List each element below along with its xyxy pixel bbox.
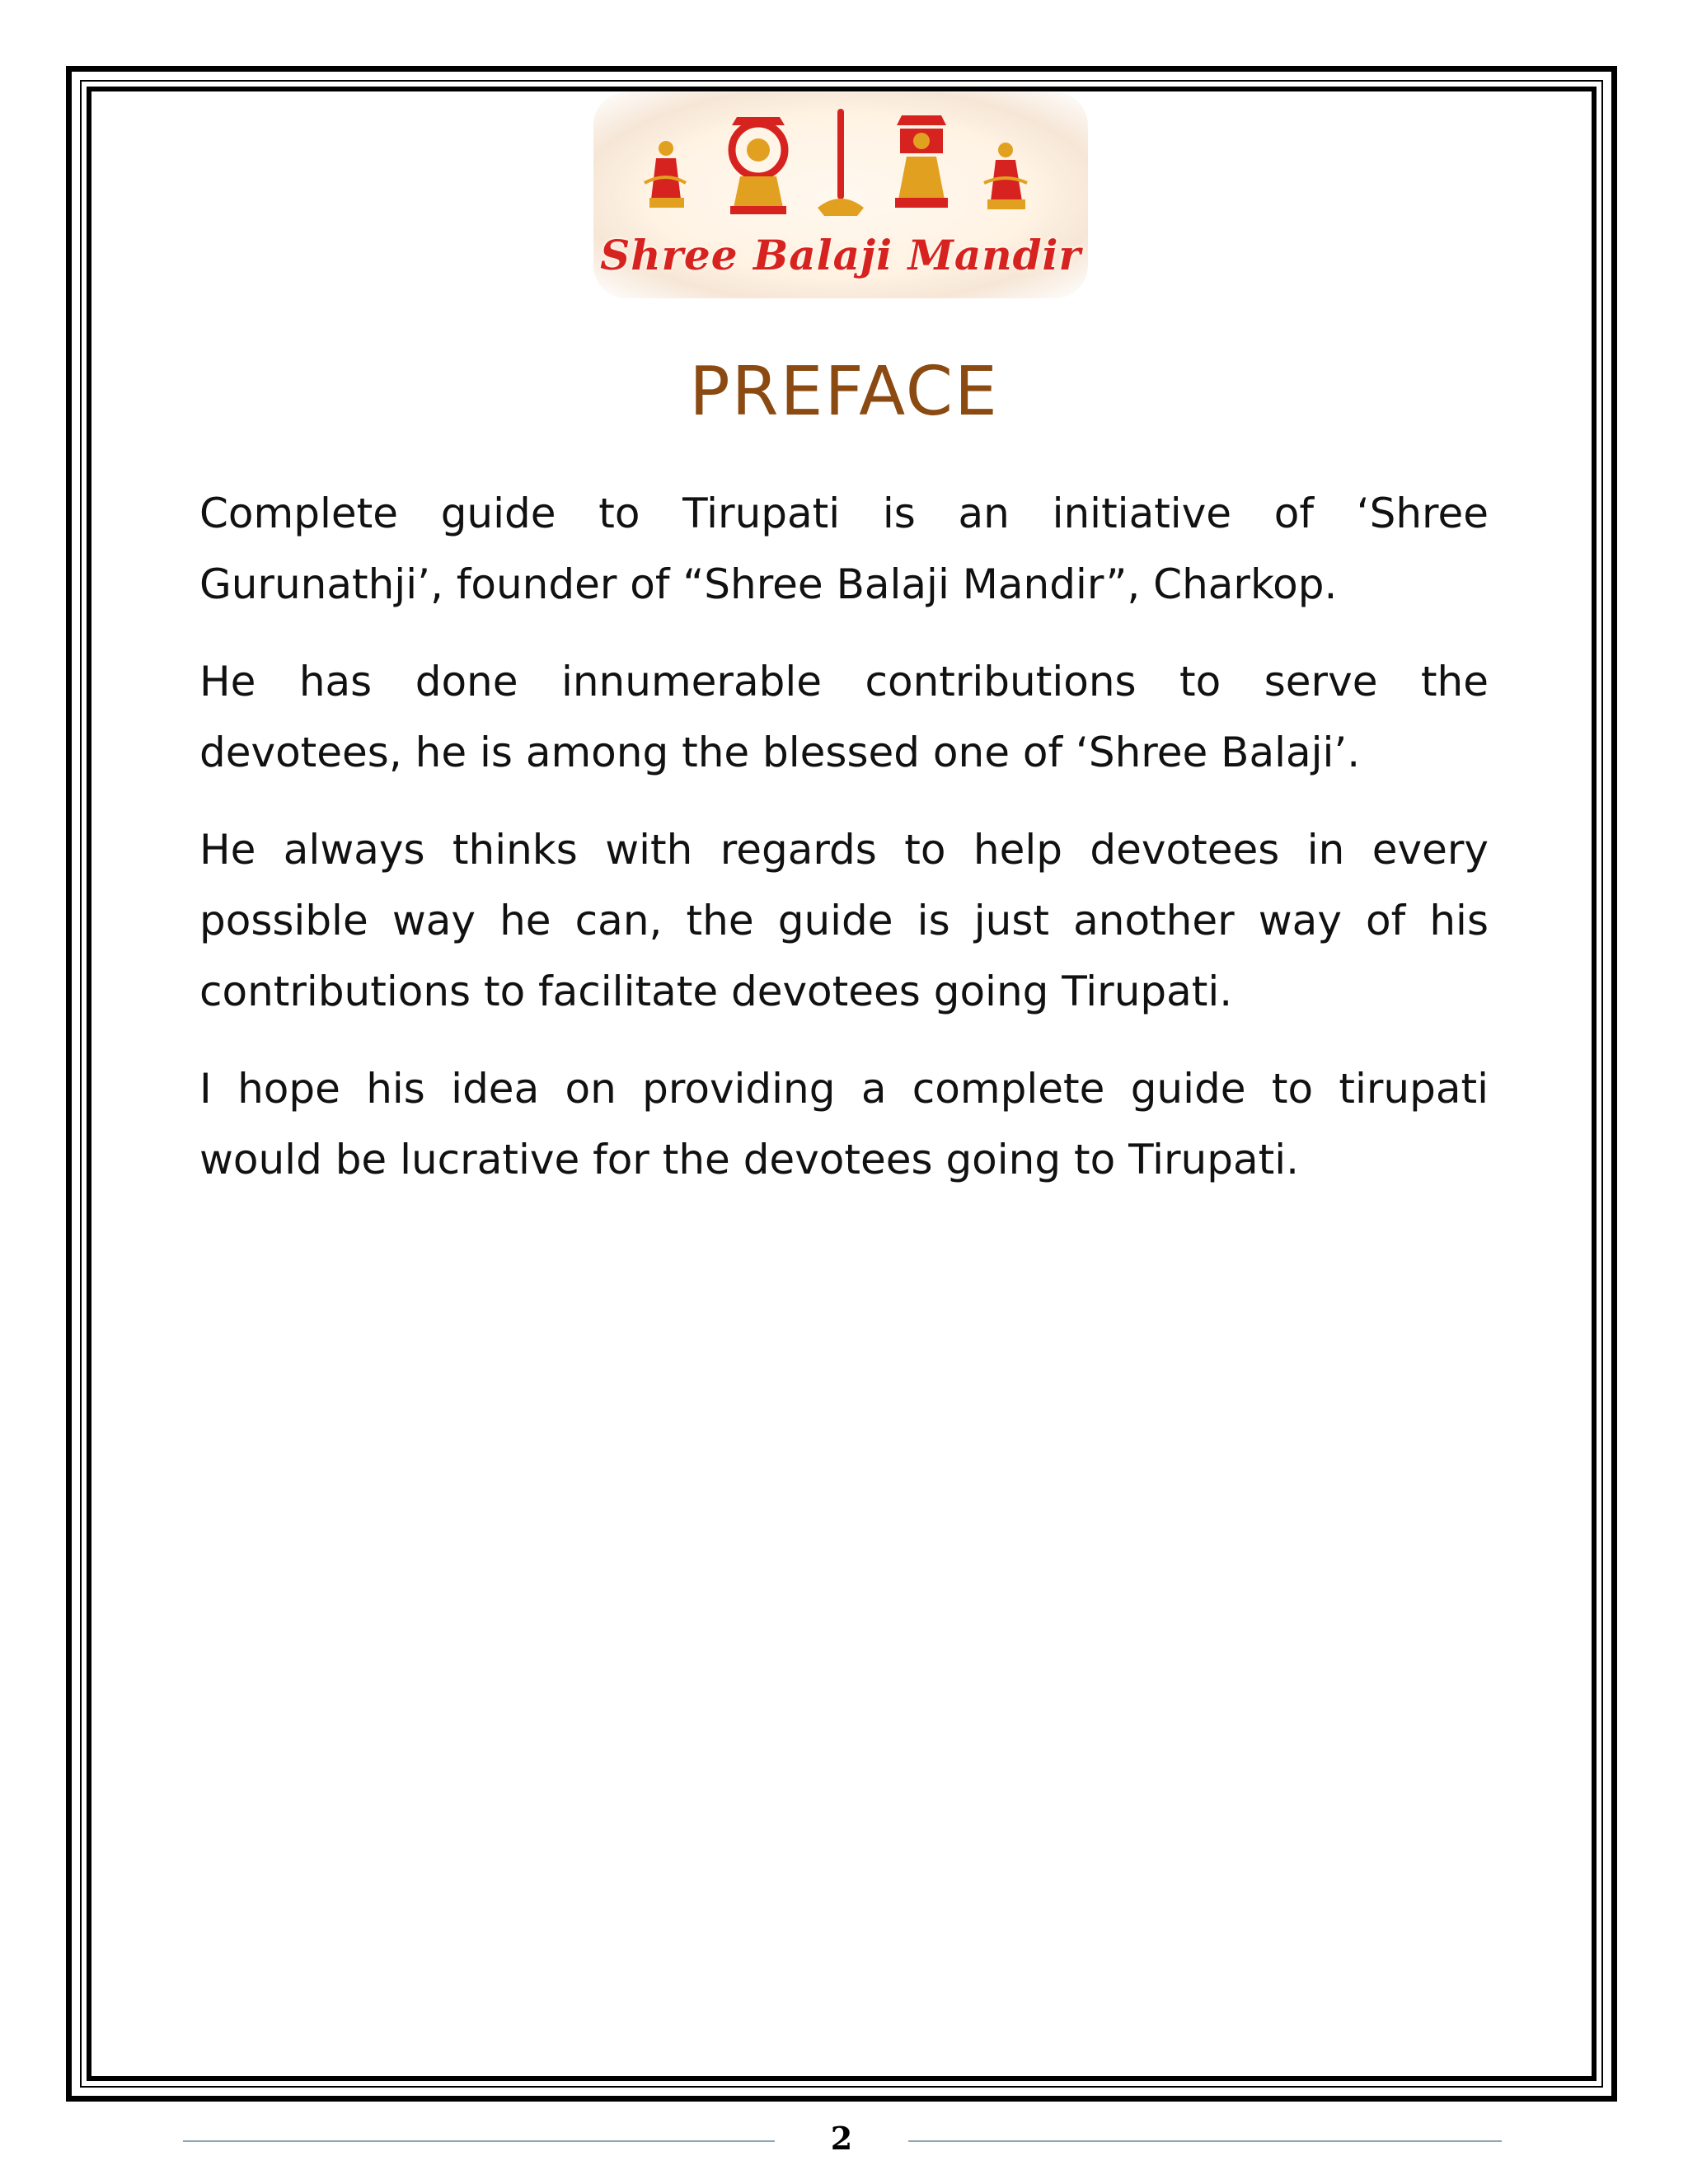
paragraph: He has done innumerable contributions to serve the devotees, he is among the blessed one of ‘Shree Balaji’.	[199, 658, 1489, 776]
page-number: 2	[830, 2120, 853, 2157]
logo-text: Shree Balaji Mandir	[600, 231, 1081, 279]
devotee-figure-icon	[984, 143, 1027, 209]
shankha-chakra-icon	[730, 117, 786, 214]
preface-body	[199, 478, 1489, 1221]
namam-tilak-icon	[818, 109, 864, 216]
paragraph: Complete guide to Tirupati is an initiative of ‘Shree Gurunathji’, founder of “Shree Balaji Mandir”, Charkop.	[199, 490, 1489, 608]
page-title: PREFACE	[689, 353, 999, 431]
lamp-icon	[895, 115, 948, 208]
devotee-figure-icon	[645, 141, 686, 208]
logo	[593, 92, 1088, 298]
paragraph: He always thinks with regards to help devotees in every possible way he can, the guide is just another way of his contributions to facilitate devotees going Tirupati.	[199, 826, 1489, 1015]
footer-rule-left	[183, 2140, 775, 2142]
paragraph: I hope his idea on providing a complete guide to tirupati would be lucrative for the devotees going to Tirupati.	[199, 1065, 1489, 1183]
footer-rule-right	[908, 2140, 1502, 2142]
